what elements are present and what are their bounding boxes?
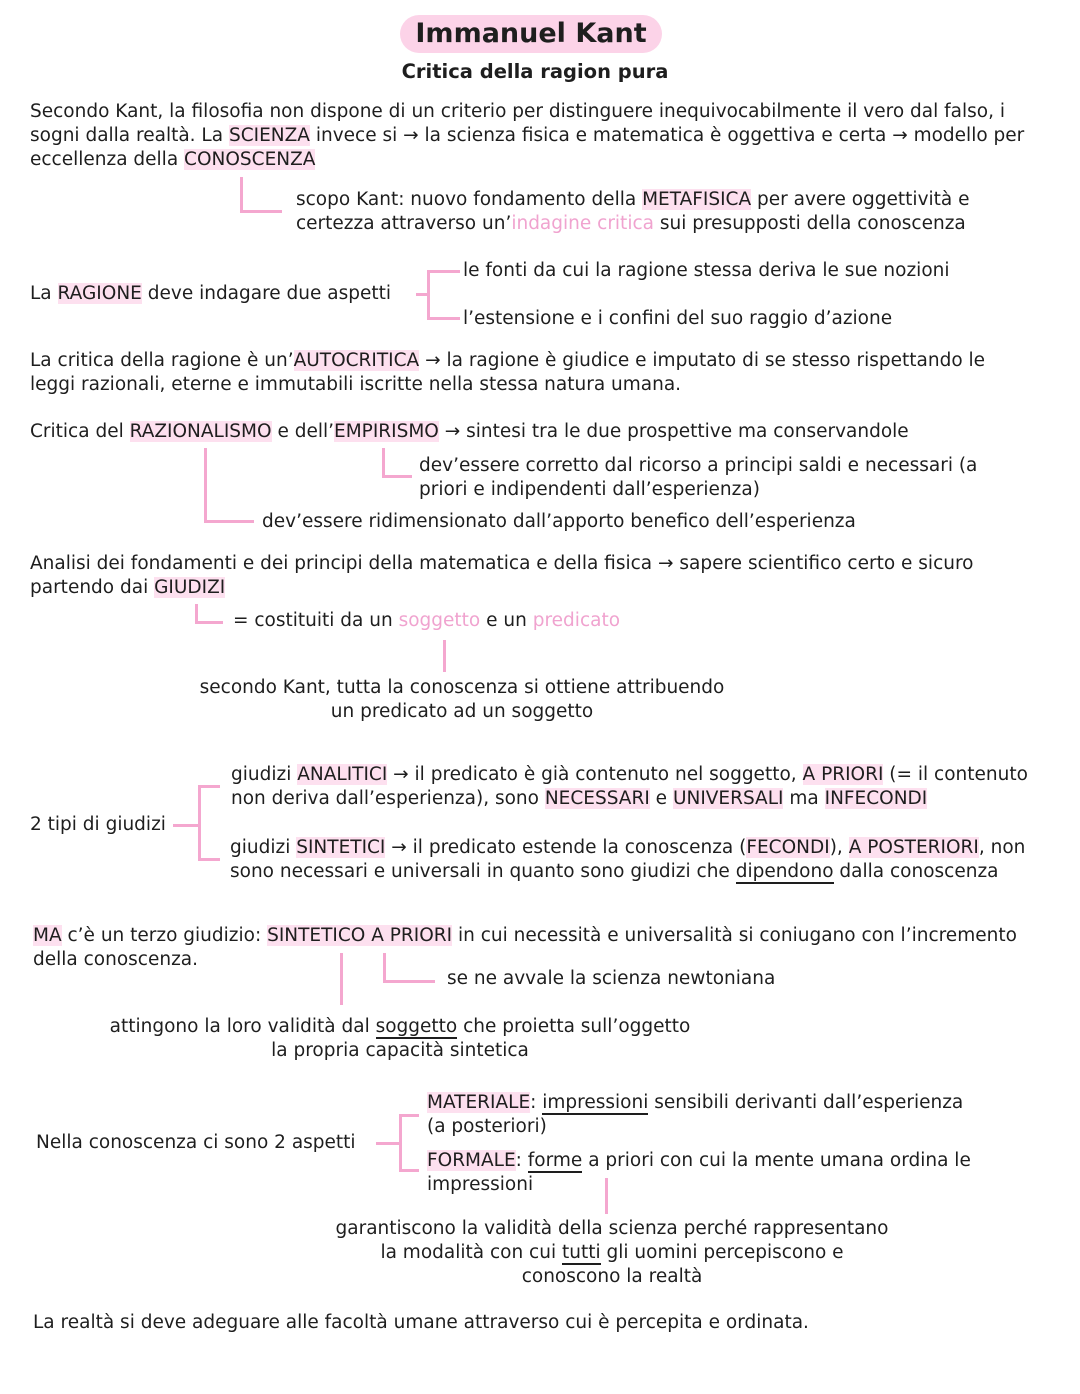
keyword-fecondi: FECONDI bbox=[746, 837, 830, 858]
predicato-text: predicato bbox=[532, 610, 621, 631]
keyword-scienza: SCIENZA bbox=[228, 125, 310, 146]
keyword-autocritica: AUTOCRITICA bbox=[293, 350, 420, 371]
critica-line: Critica del RAZIONALISMO e dell’EMPIRISMO → sintesi tra le due prospettive ma conservandole bbox=[30, 421, 909, 442]
analitici-line-2: non deriva dall’esperienza), sono NECESSARI e UNIVERSALI ma INFECONDI bbox=[231, 788, 928, 809]
connector-line bbox=[340, 953, 343, 1005]
conoscenza-note-line-2: un predicato ad un soggetto bbox=[330, 701, 594, 722]
validita-line-1: attingono la loro validità dal soggetto che proietta sull’oggetto bbox=[109, 1016, 691, 1037]
connector-line bbox=[204, 448, 207, 523]
analisi-line-2: partendo dai GIUDIZI bbox=[30, 577, 226, 598]
soggetto-underlined: soggetto bbox=[375, 1016, 458, 1037]
keyword-empirismo: EMPIRISMO bbox=[334, 421, 439, 442]
empirismo-line-2: priori e indipendenti dall’esperienza) bbox=[419, 479, 760, 500]
keyword-analitici: ANALITICI bbox=[297, 764, 388, 785]
garantiscono-line-2: la modalità con cui tutti gli uomini percepiscono e bbox=[380, 1242, 844, 1263]
materiale-line-2: (a posteriori) bbox=[427, 1116, 547, 1137]
keyword-razionalismo: RAZIONALISMO bbox=[129, 421, 272, 442]
razionalismo-line: dev’essere ridimensionato dall’apporto benefico dell’esperienza bbox=[262, 511, 856, 532]
bracket-line bbox=[198, 785, 201, 861]
keyword-ma: MA bbox=[33, 925, 62, 946]
connector-line bbox=[240, 177, 243, 213]
keyword-formale: FORMALE bbox=[427, 1150, 516, 1171]
keyword-sintetico-a-priori: SINTETICO A PRIORI bbox=[267, 925, 453, 946]
connector-line bbox=[443, 640, 446, 672]
bracket-line bbox=[399, 1114, 402, 1172]
bracket-stem bbox=[173, 824, 199, 827]
conoscenza-note-line-1: secondo Kant, tutta la conoscenza si ottiene attribuendo bbox=[199, 677, 725, 698]
page-title: Immanuel Kant bbox=[400, 15, 662, 53]
connector-line bbox=[382, 448, 385, 478]
dipendono-text: dipendono bbox=[735, 861, 834, 882]
ragione-branch-2: l’estensione e i confini del suo raggio d’azione bbox=[463, 308, 893, 329]
newtoniana-note: se ne avvale la scienza newtoniana bbox=[447, 968, 776, 989]
connector-line bbox=[204, 520, 254, 523]
scopo-line-2: certezza attraverso un’indagine critica sui presupposti della conoscenza bbox=[296, 213, 966, 234]
keyword-metafisica: METAFISICA bbox=[642, 189, 752, 210]
connector-line bbox=[383, 980, 435, 983]
materiale-line-1: MATERIALE: impressioni sensibili derivanti dall’esperienza bbox=[427, 1092, 964, 1113]
bracket-line bbox=[427, 270, 430, 320]
bracket-bottom bbox=[198, 858, 220, 861]
bracket-top bbox=[198, 785, 220, 788]
soggetto-text: soggetto bbox=[398, 610, 481, 631]
keyword-universali: UNIVERSALI bbox=[672, 788, 784, 809]
impressioni-underlined: impressioni bbox=[542, 1092, 649, 1113]
tutti-underlined: tutti bbox=[561, 1242, 601, 1263]
sintetici-line-2: sono necessari e universali in quanto sono giudizi che dipendono dalla conoscenza bbox=[230, 861, 999, 882]
bracket-top bbox=[399, 1114, 419, 1117]
empirismo-line-1: dev’essere corretto dal ricorso a principi saldi e necessari (a bbox=[419, 455, 978, 476]
autocritica-line-1: La critica della ragione è un’AUTOCRITICA → la ragione è giudice e imputato di se stesso rispettando le bbox=[30, 350, 986, 371]
conclusione: La realtà si deve adeguare alle facoltà umane attraverso cui è percepita e ordinata. bbox=[33, 1312, 809, 1333]
keyword-materiale: MATERIALE bbox=[427, 1092, 531, 1113]
ragione-branch-1: le fonti da cui la ragione stessa deriva le sue nozioni bbox=[463, 260, 950, 281]
keyword-sintetici: SINTETICI bbox=[296, 837, 386, 858]
autocritica-line-2: leggi razionali, eterne e immutabili iscritte nella stessa natura umana. bbox=[30, 374, 682, 395]
giudizi-definition: = costituiti da un soggetto e un predicato bbox=[233, 610, 621, 631]
connector-line bbox=[382, 475, 412, 478]
bracket-bottom bbox=[427, 317, 460, 320]
connector-line bbox=[605, 1178, 608, 1214]
terzo-line-2: della conoscenza. bbox=[33, 949, 199, 970]
analitici-line-1: giudizi ANALITICI → il predicato è già contenuto nel soggetto, A PRIORI (= il contenuto bbox=[231, 764, 1028, 785]
keyword-infecondi: INFECONDI bbox=[824, 788, 928, 809]
tipi-label: 2 tipi di giudizi bbox=[30, 814, 166, 835]
formale-line-2: impressioni bbox=[427, 1174, 534, 1195]
scopo-line-1: scopo Kant: nuovo fondamento della METAFISICA per avere oggettività e bbox=[296, 189, 970, 210]
keyword-a-priori: A PRIORI bbox=[802, 764, 884, 785]
keyword-a-posteriori: A POSTERIORI bbox=[848, 837, 979, 858]
keyword-giudizi: GIUDIZI bbox=[154, 577, 226, 598]
garantiscono-line-3: conoscono la realtà bbox=[521, 1266, 703, 1287]
terzo-line-1: MA c’è un terzo giudizio: SINTETICO A PRIORI in cui necessità e universalità si coniugano con l’incremento bbox=[33, 925, 1017, 946]
indagine-critica-text: indagine critica bbox=[511, 213, 654, 234]
bracket-stem bbox=[376, 1142, 401, 1145]
intro-line-1: Secondo Kant, la filosofia non dispone di un criterio per distinguere inequivocabilmente il vero dal falso, i bbox=[30, 101, 1005, 122]
keyword-ragione: RAGIONE bbox=[57, 283, 142, 304]
formale-line-1: FORMALE: forme a priori con cui la mente umana ordina le bbox=[427, 1150, 971, 1171]
page-subtitle: Critica della ragion pura bbox=[401, 60, 669, 83]
intro-line-3: eccellenza della CONOSCENZA bbox=[30, 149, 316, 170]
garantiscono-line-1: garantiscono la validità della scienza perché rappresentano bbox=[335, 1218, 889, 1239]
validita-line-2: la propria capacità sintetica bbox=[271, 1040, 529, 1061]
keyword-conoscenza: CONOSCENZA bbox=[184, 149, 316, 170]
connector-line bbox=[383, 953, 386, 983]
connector-line bbox=[195, 621, 223, 624]
intro-line-2: sogni dalla realtà. La SCIENZA invece si → la scienza fisica e matematica è oggettiva e certa → modello per bbox=[30, 125, 1025, 146]
keyword-necessari: NECESSARI bbox=[544, 788, 650, 809]
ragione-label: La RAGIONE deve indagare due aspetti bbox=[30, 283, 392, 304]
analisi-line-1: Analisi dei fondamenti e dei principi della matematica e della fisica → sapere scientifico certo e sicuro bbox=[30, 553, 974, 574]
forme-underlined: forme bbox=[527, 1150, 583, 1171]
connector-line bbox=[240, 210, 282, 213]
bracket-bottom bbox=[399, 1169, 419, 1172]
aspetti-label: Nella conoscenza ci sono 2 aspetti bbox=[36, 1132, 356, 1153]
sintetici-line-1: giudizi SINTETICI → il predicato estende la conoscenza (FECONDI), A POSTERIORI, non bbox=[230, 837, 1026, 858]
bracket-top bbox=[427, 270, 460, 273]
